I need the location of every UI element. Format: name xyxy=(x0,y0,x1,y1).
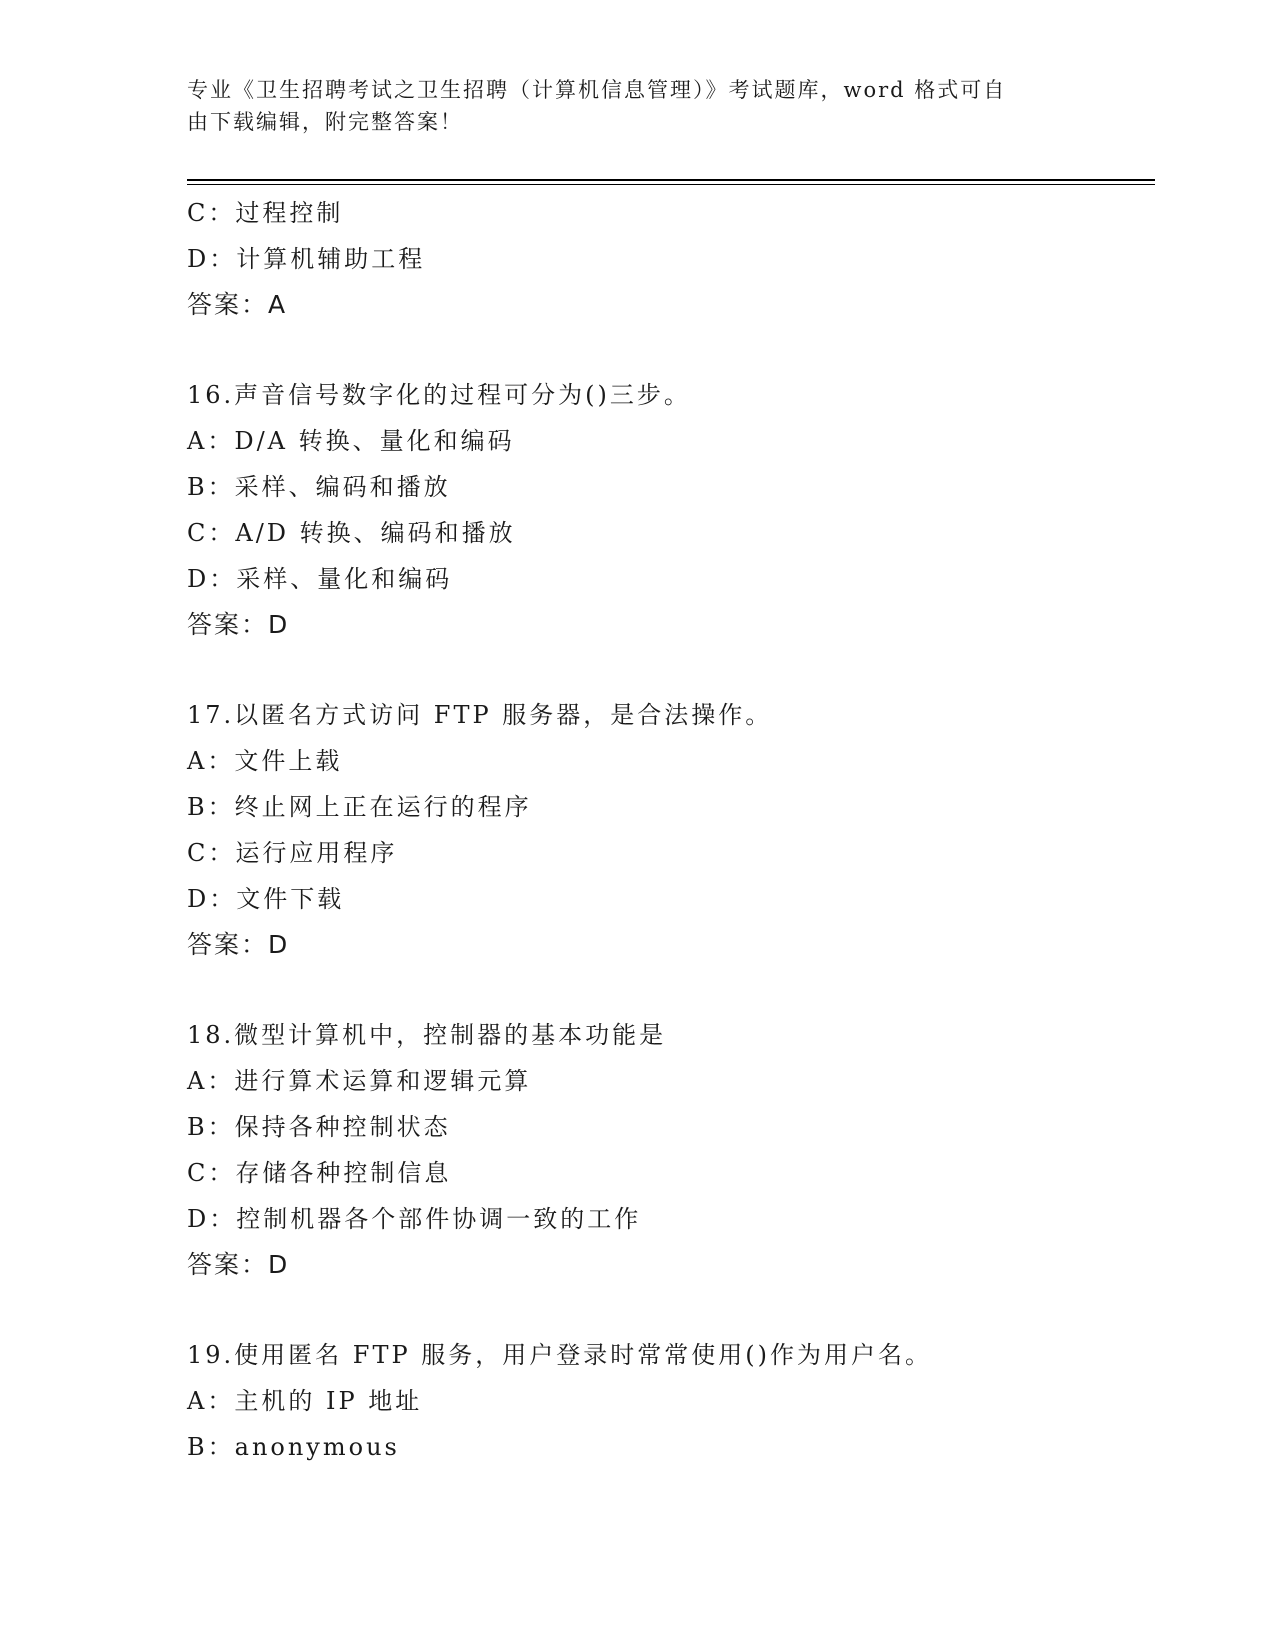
spacer xyxy=(187,648,1155,692)
header-divider-thick xyxy=(187,179,1155,181)
question-16 xyxy=(187,372,1155,648)
option-a: A：D/A 转换、量化和编码 xyxy=(187,427,515,455)
option-c: C：过程控制 xyxy=(187,199,344,227)
option-b: B：anonymous xyxy=(187,1433,400,1461)
option-c: C：A/D 转换、编码和播放 xyxy=(187,519,516,547)
option-b: B：保持各种控制状态 xyxy=(187,1113,451,1141)
question-19 xyxy=(187,1332,1155,1470)
option-a: A：主机的 IP 地址 xyxy=(187,1387,423,1415)
answer: 答案：D xyxy=(187,610,290,639)
option-c: C：运行应用程序 xyxy=(187,839,398,867)
document-header xyxy=(187,74,1067,138)
option-d: D：计算机辅助工程 xyxy=(187,245,426,273)
question-stem: 18.微型计算机中，控制器的基本功能是 xyxy=(187,1021,667,1049)
spacer xyxy=(187,1288,1155,1332)
question-stem: 16.声音信号数字化的过程可分为()三步。 xyxy=(187,381,691,409)
option-d: D：文件下载 xyxy=(187,885,345,913)
option-d: D：采样、量化和编码 xyxy=(187,565,453,593)
header-line-1: 专业《卫生招聘考试之卫生招聘（计算机信息管理）》考试题库，word 格式可自 xyxy=(187,78,1007,102)
option-c: C：存储各种控制信息 xyxy=(187,1159,452,1187)
question-stem: 19.使用匿名 FTP 服务，用户登录时常常使用()作为用户名。 xyxy=(187,1341,932,1369)
header-line-2: 由下载编辑，附完整答案！ xyxy=(187,110,463,134)
option-b: B：采样、编码和播放 xyxy=(187,473,451,501)
answer: 答案：D xyxy=(187,930,290,959)
header-divider-thin xyxy=(187,184,1155,185)
option-a: A：进行算术运算和逻辑元算 xyxy=(187,1067,532,1095)
spacer xyxy=(187,328,1155,372)
question-stem: 17.以匿名方式访问 FTP 服务器，是合法操作。 xyxy=(187,701,773,729)
question-15-continuation xyxy=(187,190,1155,328)
spacer xyxy=(187,968,1155,1012)
answer: 答案：A xyxy=(187,290,288,319)
answer: 答案：D xyxy=(187,1250,290,1279)
question-18 xyxy=(187,1012,1155,1288)
option-b: B：终止网上正在运行的程序 xyxy=(187,793,532,821)
option-d: D：控制机器各个部件协调一致的工作 xyxy=(187,1205,642,1233)
option-a: A：文件上载 xyxy=(187,747,343,775)
question-list xyxy=(187,190,1155,1470)
question-17 xyxy=(187,692,1155,968)
